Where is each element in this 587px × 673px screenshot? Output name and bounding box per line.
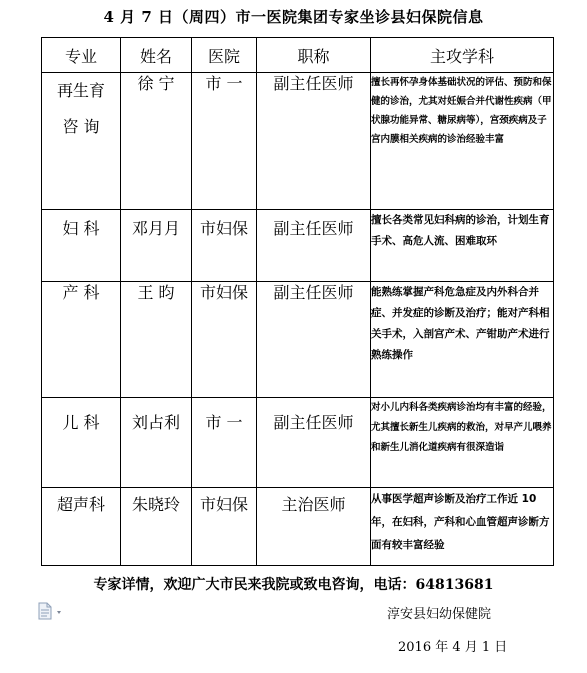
row-name: 徐 宁	[121, 73, 192, 210]
row-focus: 对小儿内科各类疾病诊治均有丰富的经验，尤其擅长新生儿疾病的救治，对早产儿喂养和新生儿消化道疾病有很深造诣	[371, 398, 554, 488]
header-hospital: 医院	[192, 38, 257, 73]
contact-line: 专家详情，欢迎广大市民来我院或致电咨询，电话：64813681	[93, 577, 494, 593]
row-specialty: 产 科	[42, 282, 121, 398]
row-focus: 擅长各类常见妇科病的诊治，计划生育手术、高危人流、困难取环	[371, 210, 554, 282]
caret-down-icon	[57, 611, 61, 614]
row-focus: 擅长再怀孕身体基础状况的评估、预防和保健的诊治，尤其对妊娠合并代谢性疾病（甲状腺功能异常、糖尿病等），宫颈疾病及子宫内膜相关疾病的诊治经验丰富	[371, 73, 554, 210]
row-title: 副主任医师	[257, 210, 371, 282]
table-row	[42, 73, 554, 210]
row-hospital: 市妇保	[192, 488, 257, 566]
row-title: 副主任医师	[257, 282, 371, 398]
header-title: 职称	[257, 38, 371, 73]
issue-date: 2016 年 4 月 1 日	[398, 640, 508, 655]
header-name: 姓名	[121, 38, 192, 73]
table-row	[42, 398, 554, 488]
row-specialty: 妇 科	[42, 210, 121, 282]
row-focus: 从事医学超声诊断及治疗工作近 10 年，在妇科，产科和心血管超声诊断方面有较丰富经验	[371, 488, 554, 566]
row-name: 朱晓玲	[121, 488, 192, 566]
row-specialty: 超声科	[42, 488, 121, 566]
row-name: 王 昀	[121, 282, 192, 398]
table-row	[42, 210, 554, 282]
row-hospital: 市 一	[192, 73, 257, 210]
row-title: 主治医师	[257, 488, 371, 566]
table-row	[42, 282, 554, 398]
row-specialty: 再生育咨 询	[42, 73, 121, 210]
row-specialty: 儿 科	[42, 398, 121, 488]
row-hospital: 市妇保	[192, 210, 257, 282]
header-specialty: 专业	[42, 38, 121, 73]
header-focus: 主攻学科	[371, 38, 554, 73]
expert-schedule-table	[41, 37, 554, 566]
table-header-row	[42, 38, 554, 73]
row-name: 邓月月	[121, 210, 192, 282]
row-name: 刘占利	[121, 398, 192, 488]
document-icon[interactable]	[36, 602, 66, 620]
row-hospital: 市 一	[192, 398, 257, 488]
row-focus: 能熟练掌握产科危急症及内外科合并症、并发症的诊断及治疗；能对产科相关手术，入剖宫产术、产钳助产术进行熟练操作	[371, 282, 554, 398]
row-title: 副主任医师	[257, 73, 371, 210]
organization-name: 淳安县妇幼保健院	[387, 607, 492, 622]
page-title: 4 月 7 日（周四）市一医院集团专家坐诊县妇保院信息	[103, 8, 484, 26]
row-title: 副主任医师	[257, 398, 371, 488]
table-row	[42, 488, 554, 566]
row-hospital: 市妇保	[192, 282, 257, 398]
